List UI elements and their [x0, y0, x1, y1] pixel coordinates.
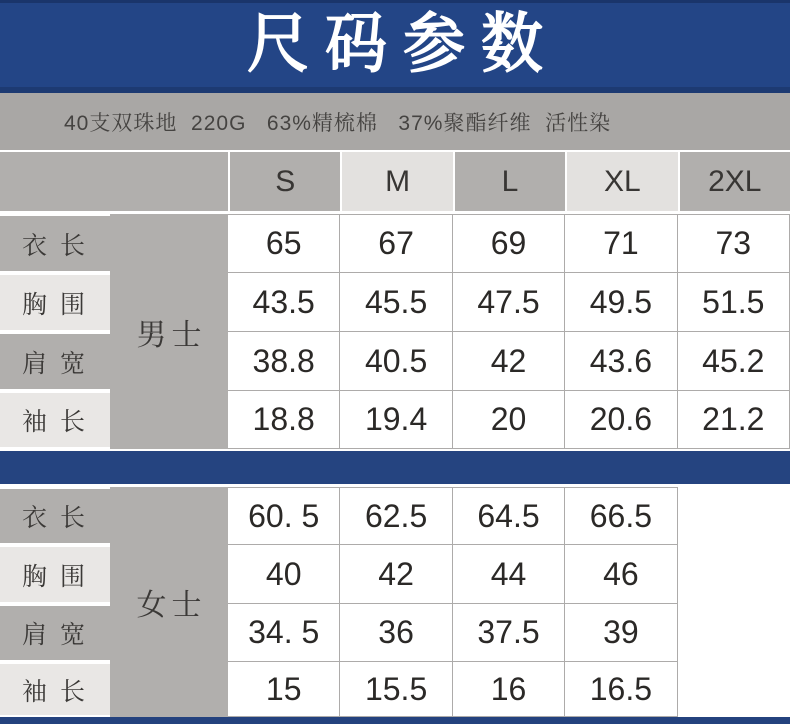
value-cell: 45.5 — [340, 273, 452, 332]
value-cell: 44 — [453, 545, 565, 604]
value-cell: 43.5 — [228, 273, 340, 332]
fabric-spec-strip — [0, 93, 790, 152]
value-cell: 20.6 — [565, 391, 677, 449]
value-cell: 20 — [453, 391, 565, 449]
value-cell: 43.6 — [565, 332, 677, 391]
measurement-label: 肩 宽 — [0, 606, 110, 660]
value-cell: 49.5 — [565, 273, 677, 332]
value-cell: 36 — [340, 604, 452, 662]
womens-size-table — [0, 487, 790, 717]
value-cell: 64.5 — [453, 487, 565, 545]
size-header-cell: M — [342, 152, 452, 211]
measurement-label-cell — [0, 332, 110, 391]
section-divider-bar — [0, 451, 790, 484]
gender-cell: 女士 — [110, 487, 228, 717]
value-cell: 65 — [228, 214, 340, 273]
measurement-label: 胸 围 — [0, 547, 110, 602]
value-cell: 60. 5 — [228, 487, 340, 545]
measurement-label-cell — [0, 545, 110, 604]
header-banner — [0, 0, 790, 93]
value-cell: 39 — [565, 604, 677, 662]
value-cell: 67 — [340, 214, 452, 273]
measurement-label: 胸 围 — [0, 275, 110, 330]
measurement-label-cell — [0, 391, 110, 449]
gender-cell: 男士 — [110, 214, 228, 449]
value-cell: 42 — [453, 332, 565, 391]
value-cell: 46 — [565, 545, 677, 604]
fabric-spec-text: 40支双珠地 220G 63%精梳棉 37%聚酯纤维 活性染 — [64, 111, 612, 135]
measurement-label-cell — [0, 214, 110, 273]
size-header-cell: 2XL — [680, 152, 790, 211]
measurement-label: 衣 长 — [0, 489, 110, 543]
value-cell: 34. 5 — [228, 604, 340, 662]
value-cell: 16.5 — [565, 662, 677, 717]
value-cell: 40.5 — [340, 332, 452, 391]
value-cell: 66.5 — [565, 487, 677, 545]
measurement-label-cell — [0, 604, 110, 662]
value-cell: 38.8 — [228, 332, 340, 391]
size-header-cell: XL — [567, 152, 677, 211]
value-cell: 21.2 — [678, 391, 790, 449]
size-header-cell: L — [455, 152, 565, 211]
measurement-label: 袖 长 — [0, 664, 110, 715]
bottom-edge-strip — [0, 717, 790, 724]
page-title: 尺码参数 — [246, 8, 559, 81]
value-cell: 69 — [453, 214, 565, 273]
measurement-label: 衣 长 — [0, 216, 110, 271]
value-cell: 42 — [340, 545, 452, 604]
value-cell: 62.5 — [340, 487, 452, 545]
value-cell: 15.5 — [340, 662, 452, 717]
value-cell: 40 — [228, 545, 340, 604]
value-cell: 19.4 — [340, 391, 452, 449]
measurement-label-cell — [0, 273, 110, 332]
value-cell: 47.5 — [453, 273, 565, 332]
value-cell: 73 — [678, 214, 790, 273]
measurement-label-cell — [0, 662, 110, 717]
measurement-label: 袖 长 — [0, 393, 110, 447]
size-header-cell: S — [230, 152, 340, 211]
value-cell: 18.8 — [228, 391, 340, 449]
mens-size-table — [0, 152, 790, 449]
value-cell: 16 — [453, 662, 565, 717]
value-cell: 37.5 — [453, 604, 565, 662]
value-cell: 15 — [228, 662, 340, 717]
measurement-label-cell — [0, 487, 110, 545]
measurement-label: 肩 宽 — [0, 334, 110, 389]
table-corner-cell — [0, 152, 228, 211]
value-cell: 71 — [565, 214, 677, 273]
value-cell: 51.5 — [678, 273, 790, 332]
value-cell: 45.2 — [678, 332, 790, 391]
